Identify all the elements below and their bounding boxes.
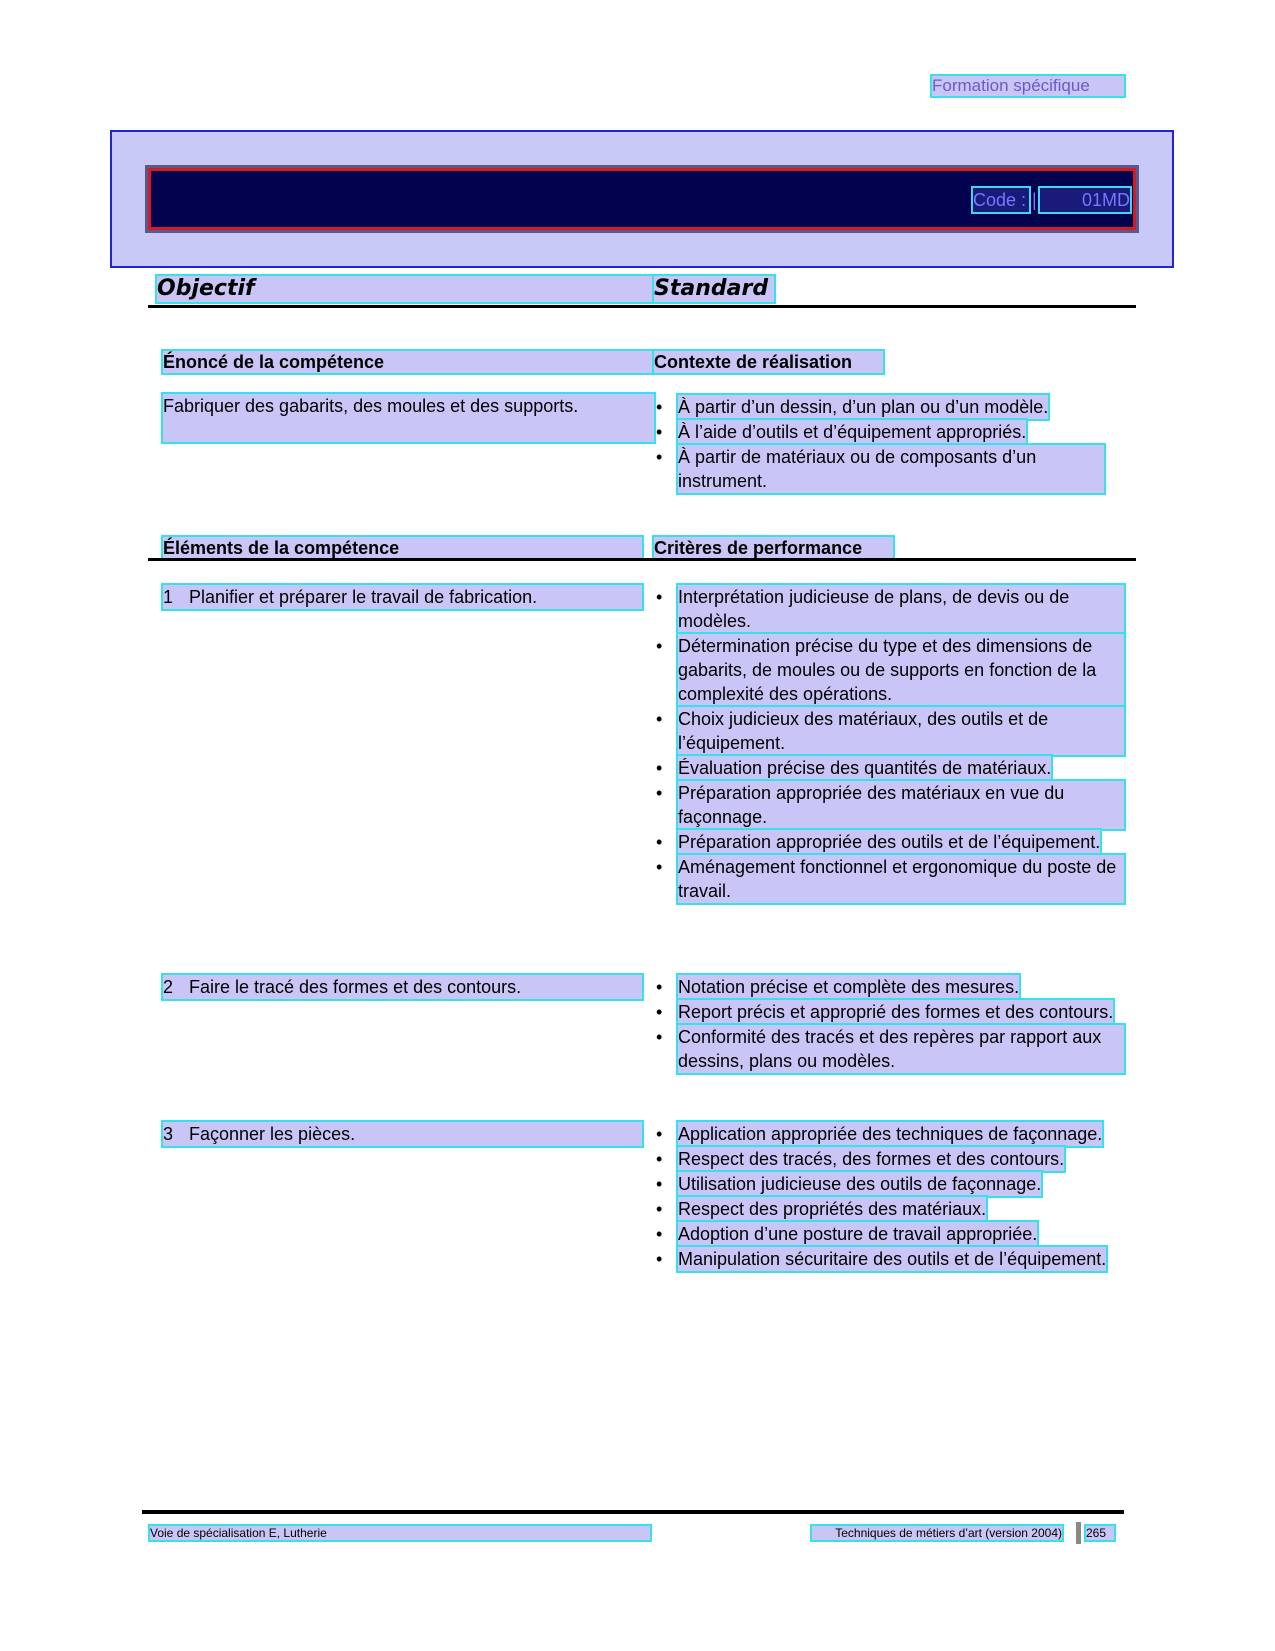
- bullet-icon: •: [656, 1174, 663, 1194]
- criteres-list: [654, 975, 1124, 1074]
- list-item: [654, 1025, 1124, 1073]
- divider: [148, 558, 1136, 561]
- element-label: Planifier et préparer le travail de fabrication.: [189, 587, 538, 607]
- element-number: 2: [163, 977, 174, 997]
- list-item: [654, 1147, 1124, 1171]
- list-item-text: Évaluation précise des quantités de matériaux.: [678, 758, 1052, 778]
- contexte-list: [654, 395, 1104, 494]
- list-item: [654, 1122, 1124, 1146]
- list-item-text: À l’aide d’outils et d’équipement appropriés.: [678, 422, 1027, 442]
- list-item-text: Manipulation sécuritaire des outils et de l’équipement.: [678, 1249, 1107, 1269]
- list-item-text: Adoption d’une posture de travail appropriée.: [678, 1224, 1038, 1244]
- list-item-text: Aménagement fonctionnel et ergonomique du poste de travail.: [678, 855, 1124, 903]
- bullet-icon: •: [656, 977, 663, 997]
- list-item-text: Détermination précise du type et des dimensions de gabarits, de moules ou de supports en fonction de la complexité des opérations.: [678, 634, 1124, 706]
- list-item: [654, 781, 1124, 829]
- footer-right-text: Techniques de métiers d’art (version 2004): [812, 1526, 1062, 1540]
- list-item-text: À partir de matériaux ou de composants d’un instrument.: [678, 445, 1104, 493]
- list-item: [654, 830, 1124, 854]
- bullet-icon: •: [656, 1224, 663, 1244]
- list-item-text: Utilisation judicieuse des outils de façonnage.: [678, 1174, 1042, 1194]
- list-item: [654, 855, 1124, 903]
- standard-title: Standard: [654, 276, 774, 302]
- bullet-icon: •: [656, 422, 663, 442]
- list-item: [654, 1172, 1124, 1196]
- list-item: [654, 1247, 1124, 1271]
- section-label: Formation spécifique: [932, 76, 1124, 96]
- bullet-icon: •: [656, 1199, 663, 1219]
- list-item: [654, 445, 1104, 493]
- list-item-text: Préparation appropriée des matériaux en vue du façonnage.: [678, 781, 1124, 829]
- element-item: [163, 1122, 642, 1146]
- element-number: 1: [163, 587, 174, 607]
- bullet-icon: •: [656, 758, 663, 778]
- list-item-text: Notation précise et complète des mesures.: [678, 977, 1020, 997]
- code-value: 01MD: [1040, 188, 1130, 212]
- list-item-text: Application appropriée des techniques de façonnage.: [678, 1124, 1103, 1144]
- list-item: [654, 1197, 1124, 1221]
- bullet-icon: •: [656, 447, 663, 467]
- footer-rule: [142, 1510, 1124, 1514]
- list-item-text: Préparation appropriée des outils et de l’équipement.: [678, 832, 1101, 852]
- criteres-list: [654, 585, 1124, 904]
- bullet-icon: •: [656, 636, 663, 656]
- bullet-icon: •: [656, 709, 663, 729]
- objectif-title: Objectif: [157, 276, 657, 302]
- list-item: [654, 707, 1124, 755]
- list-item-text: Report précis et approprié des formes et des contours.: [678, 1002, 1114, 1022]
- criteres-heading: Critères de performance: [654, 537, 893, 559]
- code-separator: |: [1032, 190, 1037, 210]
- element-number: 3: [163, 1124, 174, 1144]
- enonce-heading: Énoncé de la compétence: [163, 351, 654, 373]
- elements-heading: Éléments de la compétence: [163, 537, 642, 559]
- bullet-icon: •: [656, 397, 663, 417]
- bullet-icon: •: [656, 1249, 663, 1269]
- bullet-icon: •: [656, 587, 663, 607]
- contexte-heading: Contexte de réalisation: [654, 351, 883, 373]
- list-item-text: Respect des propriétés des matériaux.: [678, 1199, 987, 1219]
- list-item: [654, 395, 1104, 419]
- bullet-icon: •: [656, 1149, 663, 1169]
- bullet-icon: •: [656, 1027, 663, 1047]
- list-item-text: À partir d’un dessin, d’un plan ou d’un modèle.: [678, 397, 1049, 417]
- bullet-icon: •: [656, 1124, 663, 1144]
- list-item: [654, 585, 1124, 633]
- list-item-text: Conformité des tracés et des repères par rapport aux dessins, plans ou modèles.: [678, 1025, 1124, 1073]
- bullet-icon: •: [656, 832, 663, 852]
- list-item: [654, 1000, 1124, 1024]
- list-item: [654, 756, 1124, 780]
- divider: [148, 305, 1136, 308]
- page-number: 265: [1086, 1526, 1114, 1540]
- enonce-text: Fabriquer des gabarits, des moules et des supports.: [163, 394, 654, 442]
- code-label: Code :: [973, 188, 1029, 212]
- list-item: [654, 975, 1124, 999]
- list-item-text: Choix judicieux des matériaux, des outils et de l’équipement.: [678, 707, 1124, 755]
- element-label: Faire le tracé des formes et des contours.: [189, 977, 522, 997]
- bullet-icon: •: [656, 783, 663, 803]
- element-label: Façonner les pièces.: [189, 1124, 356, 1144]
- list-item-text: Interprétation judicieuse de plans, de devis ou de modèles.: [678, 585, 1124, 633]
- list-item: [654, 1222, 1124, 1246]
- list-item-text: Respect des tracés, des formes et des contours.: [678, 1149, 1065, 1169]
- criteres-list: [654, 1122, 1124, 1272]
- list-item: [654, 634, 1124, 706]
- list-item: [654, 420, 1104, 444]
- bullet-icon: •: [656, 857, 663, 877]
- element-item: [163, 975, 642, 999]
- bullet-icon: •: [656, 1002, 663, 1022]
- element-item: [163, 585, 642, 609]
- footer-left-text: Voie de spécialisation E, Lutherie: [150, 1526, 650, 1540]
- footer-separator: [1076, 1522, 1081, 1544]
